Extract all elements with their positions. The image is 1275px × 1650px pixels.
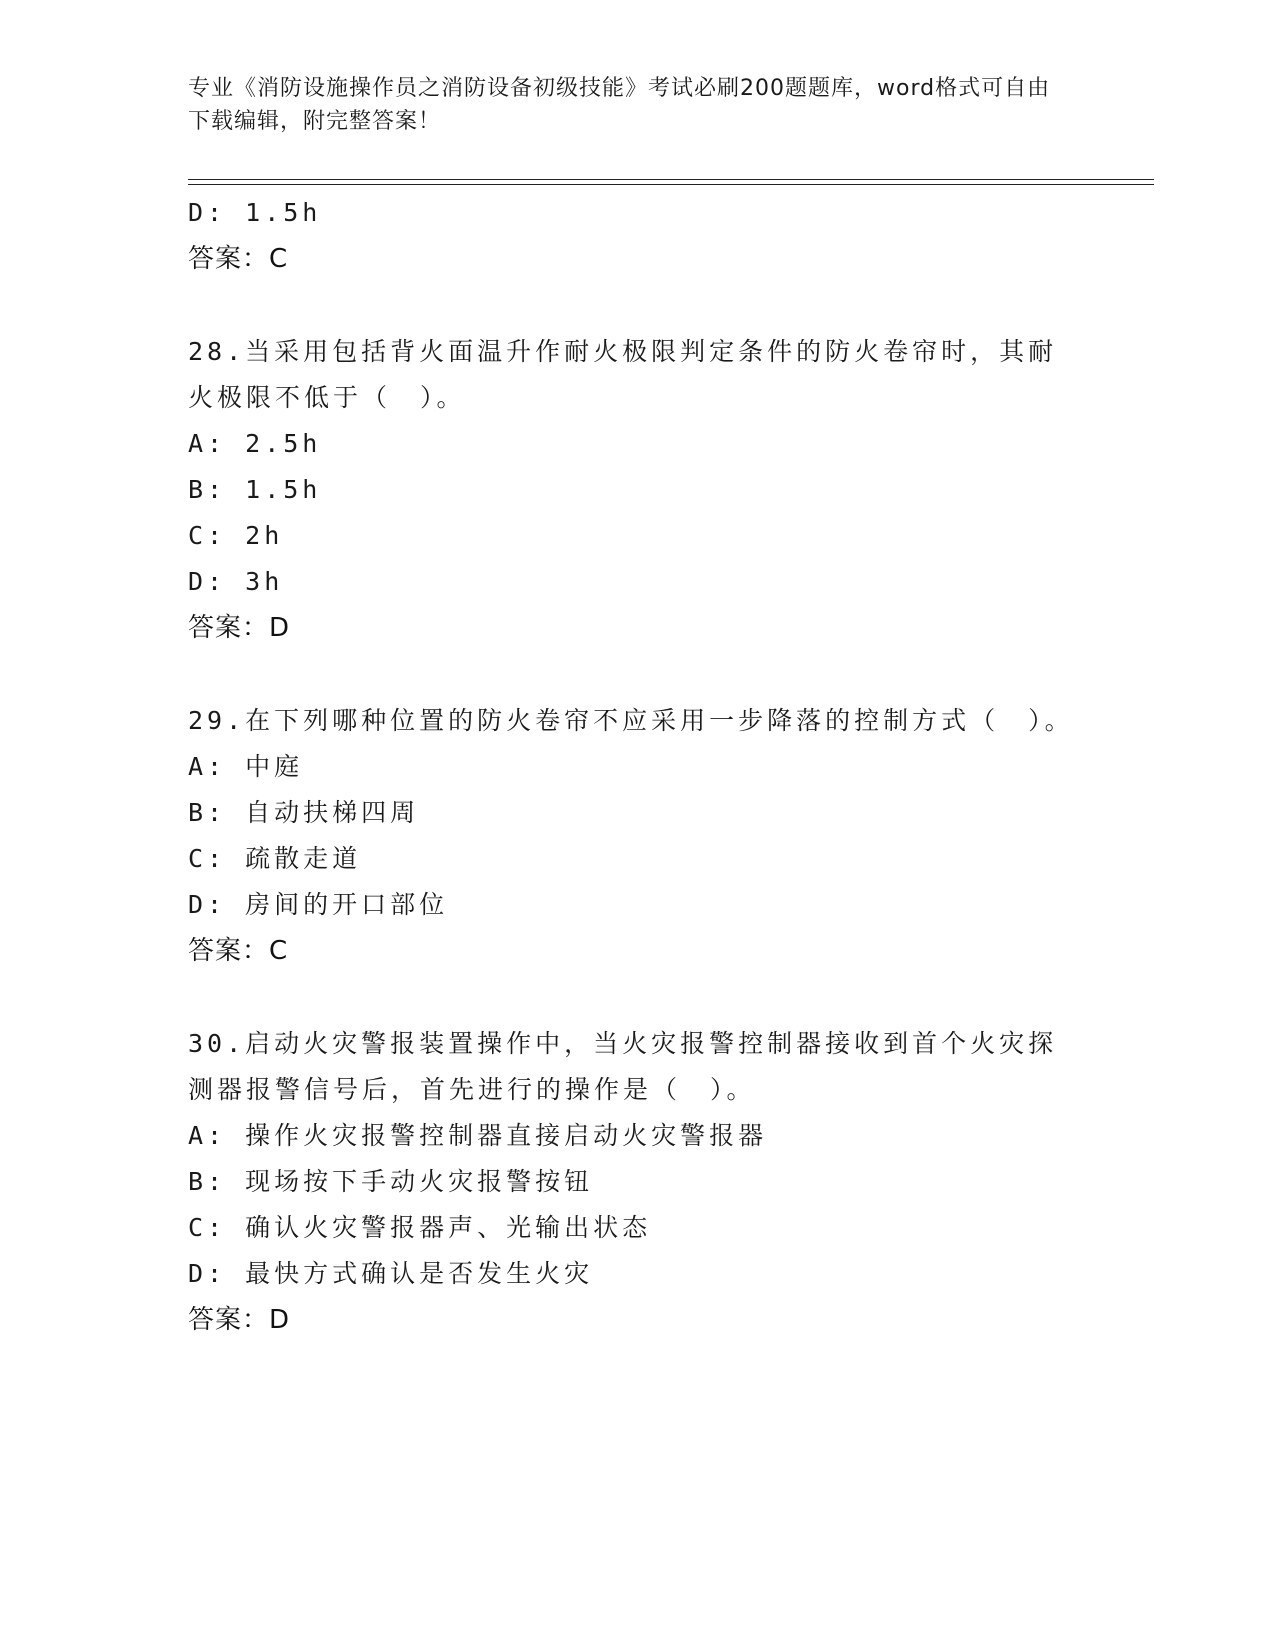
option-b: B: 自动扶梯四周 [188, 798, 420, 827]
answer-line: 答案：D [188, 613, 291, 643]
option-c: C: 确认火灾警报器声、光输出状态 [188, 1213, 652, 1242]
option-d: D: 最快方式确认是否发生火灾 [188, 1259, 594, 1288]
answer-line: 答案：C [188, 936, 289, 966]
header-divider-bottom [188, 184, 1154, 185]
answer-line: 答案：C [188, 244, 289, 274]
question-29 [188, 698, 1088, 974]
header-divider-top [188, 179, 1154, 180]
previous-question-tail [188, 190, 1088, 282]
document-header: 专业《消防设施操作员之消防设备初级技能》考试必刷200题题库，word格式可自由下载编辑，附完整答案！ [188, 76, 1051, 134]
option-b: B: 1.5h [188, 475, 322, 504]
option-c: C: 疏散走道 [188, 844, 362, 873]
document-body [188, 190, 1088, 1343]
option-a: A: 操作火灾报警控制器直接启动火灾警报器 [188, 1121, 768, 1150]
option-b: B: 现场按下手动火灾报警按钮 [188, 1167, 594, 1196]
option-c: C: 2h [188, 521, 284, 550]
question-stem: 30.启动火灾警报装置操作中，当火灾报警控制器接收到首个火灾探测器报警信号后，首先进行的操作是（ ）。 [188, 1029, 1058, 1104]
option-d: D: 3h [188, 567, 284, 596]
question-stem: 28.当采用包括背火面温升作耐火极限判定条件的防火卷帘时，其耐火极限不低于（ ）。 [188, 337, 1058, 412]
question-28 [188, 329, 1088, 651]
answer-line: 答案：D [188, 1305, 291, 1335]
question-30 [188, 1021, 1088, 1343]
option-d: D: 房间的开口部位 [188, 890, 449, 919]
option-a: A: 2.5h [188, 429, 322, 458]
option-a: A: 中庭 [188, 752, 304, 781]
question-stem: 29.在下列哪种位置的防火卷帘不应采用一步降落的控制方式（ ）。 [188, 706, 1074, 735]
option-d: D: 1.5h [188, 198, 322, 227]
